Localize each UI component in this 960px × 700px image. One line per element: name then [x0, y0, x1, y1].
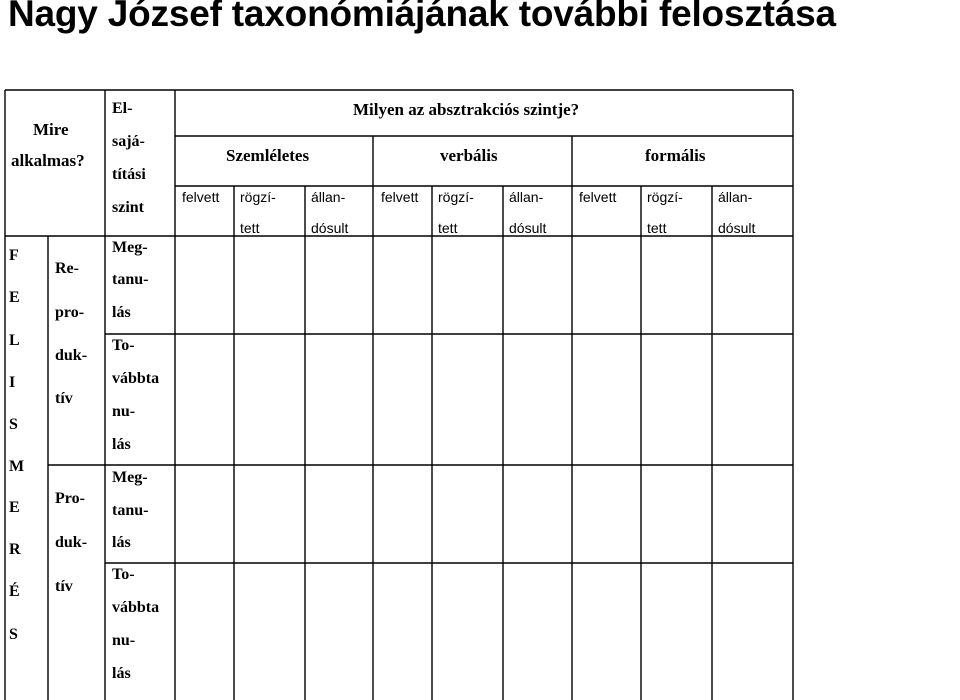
level-line: tanu- [112, 271, 149, 288]
corner-header-line: alkalmas? [11, 151, 85, 170]
subheader-allandosult: állan- [718, 189, 753, 205]
type-line: duk- [55, 347, 88, 364]
level-line: lás [112, 665, 131, 682]
type-line: tív [55, 390, 73, 407]
corner-header-line: Mire [33, 120, 69, 139]
level-line: To- [112, 566, 135, 583]
level-line: lás [112, 436, 131, 453]
group-header-szemleletes: Szemléletes [226, 146, 310, 165]
page-title: Nagy József taxonómiájának további felosztása [8, 0, 836, 34]
subheader-felvett: felvett [381, 189, 419, 205]
vertical-letter: É [9, 583, 20, 600]
level-line: vábbta [112, 599, 160, 616]
vertical-letter: S [9, 416, 18, 433]
vertical-letter: E [9, 499, 20, 516]
subheader-allandosult: állan- [311, 189, 346, 205]
group-header-formalis: formális [645, 146, 706, 165]
level-line: lás [112, 534, 131, 551]
type-line: duk- [55, 534, 88, 551]
subheader-allandosult: állan- [509, 189, 544, 205]
type-line: Re- [55, 260, 79, 277]
vertical-letter: E [9, 289, 20, 306]
vertical-letter: M [9, 458, 25, 475]
level-line: nu- [112, 403, 136, 420]
level-line: Meg- [112, 469, 148, 486]
level-line: lás [112, 304, 131, 321]
subheader-rogzitett: rögzí- [438, 189, 474, 205]
subheader-rogzitett: tett [240, 220, 260, 236]
subheader-rogzitett: rögzí- [240, 189, 276, 205]
vertical-letter: L [9, 332, 20, 349]
level-line: Meg- [112, 239, 148, 256]
level-line: vábbta [112, 370, 160, 387]
subheader-felvett: felvett [579, 189, 617, 205]
vertical-letter: I [9, 374, 16, 391]
level-header-line: El- [112, 100, 133, 117]
vertical-letter: R [9, 541, 21, 558]
vertical-letter: F [9, 247, 19, 264]
subheader-rogzitett: tett [438, 220, 458, 236]
abstraction-header: Milyen az absztrakciós szintje? [353, 100, 580, 119]
subheader-allandosult: dósult [509, 220, 547, 236]
type-line: pro- [55, 304, 85, 321]
vertical-letter: S [9, 626, 18, 643]
level-header-line: títási [112, 166, 146, 183]
level-line: nu- [112, 632, 136, 649]
level-line: tanu- [112, 502, 149, 519]
group-header-verbalis: verbális [440, 146, 498, 165]
subheader-rogzitett: tett [647, 220, 667, 236]
type-line: Pro- [55, 490, 85, 507]
subheader-allandosult: dósult [311, 220, 349, 236]
type-line: tív [55, 578, 73, 595]
subheader-rogzitett: rögzí- [647, 189, 683, 205]
subheader-felvett: felvett [182, 189, 220, 205]
subheader-allandosult: dósult [718, 220, 756, 236]
level-header-line: szint [112, 199, 144, 216]
level-header-line: sajá- [112, 133, 145, 150]
level-line: To- [112, 337, 135, 354]
